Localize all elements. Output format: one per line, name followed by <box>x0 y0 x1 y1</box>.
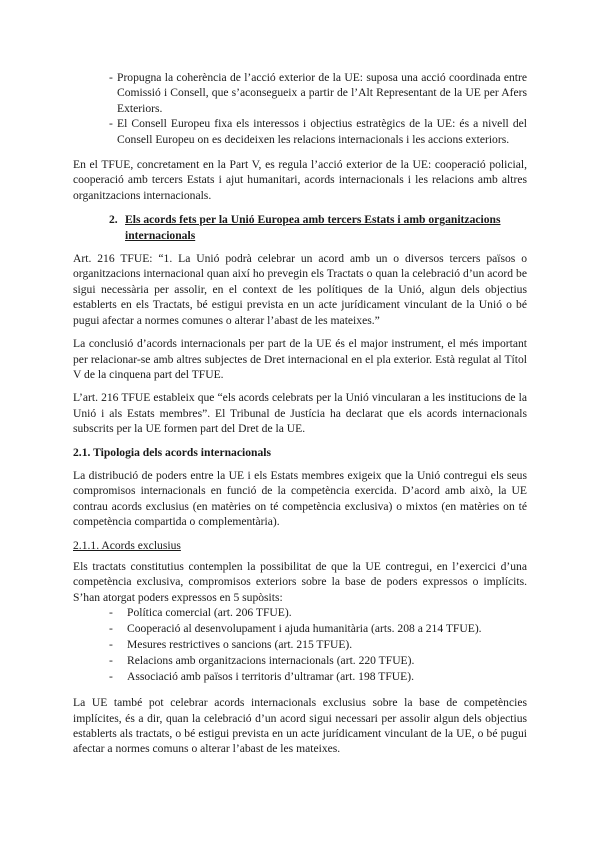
subsection-heading: 2.1. Tipologia dels acords internacionals <box>73 445 271 459</box>
top-bullet-list <box>73 70 527 147</box>
supòsits-list <box>73 605 527 685</box>
list-item: - Propugna la coherència de l’acció exterior de la UE: suposa una acció coordinada entre Comissió i Consell, que s’aconsegueix a partir de l’Alt Representant de la UE per Afers Exteriors. <box>109 71 527 115</box>
dash-bullet-icon: - <box>109 117 113 131</box>
list-item: - Mesures restrictives o sancions (art. 215 TFUE). <box>109 638 353 652</box>
dash-bullet-icon: - <box>109 71 113 84</box>
list-item: - Associació amb països i territoris d’ultramar (art. 198 TFUE). <box>109 670 414 684</box>
dash-bullet-icon: - <box>109 622 113 636</box>
list-item: - El Consell Europeu fixa els interessos i objectius estratègics de la UE: és a nivell del Consell Europeu on es decideixen les relacions internacionals i les accions exteriors. <box>109 117 527 146</box>
document-page <box>73 70 527 757</box>
dash-bullet-icon: - <box>109 638 113 652</box>
dash-bullet-icon: - <box>109 654 113 668</box>
section-number: 2. <box>109 213 118 227</box>
list-item: - Política comercial (art. 206 TFUE). <box>109 606 292 620</box>
paragraph-art216-vincle: L’art. 216 TFUE estableix que “els acords celebrats per la Unió vincularan a les institucions de la Unió i als Estats membres”. El Tribunal de Justícia ha declarat que els acords internacionals subscrits per la UE formen part del Dret de la UE. <box>73 391 527 436</box>
subsubsection-heading: 2.1.1. Acords exclusius <box>73 538 181 552</box>
paragraph-conclusio: La conclusió d’acords internacionals per part de la UE és el major instrument, el més important per relacionar-se amb altres subjectes de Dret internacional en el pla exterior. Està regulat al Títol V de la cinquena part del TFUE. <box>73 337 527 381</box>
dash-bullet-icon: - <box>109 606 113 620</box>
paragraph-tfue: En el TFUE, concretament en la Part V, es regula l’acció exterior de la UE: cooperació policial, cooperació amb tercers Estats i ajut humanitari, acords internacionals i les relacions amb altres organitzacions internacionals. <box>73 158 527 202</box>
paragraph-final: La UE també pot celebrar acords internacionals exclusius sobre la base de competències implícites, és a dir, quan la celebració d’un acord sigui necessari per assolir algun dels objectius establerts als tractats, o bé estigui prevista en un acte jurídicament vinculant de la UE, o bé pugui afectar a normes comuns o alterar l’abast de les mateixes. <box>73 696 527 756</box>
paragraph-distribucio: La distribució de poders entre la UE i els Estats membres exigeix que la Unió contregui els seus compromisos internacionals en funció de la competència exercida. D’acord amb això, la UE contrau acords exclusius (en matèries on té competència exclusiva) o mixtos (en matèries on té competència compartida o complementària). <box>73 468 527 529</box>
paragraph-art216: Art. 216 TFUE: “1. La Unió podrà celebrar un acord amb un o diversos tercers països o organitzacions internacional quan així ho prevegin els Tractats o quan la celebració d’un acord be sigui necessària per assolir, en el context de les polítiques de la Unió, algun dels objectius establerts en els Tractats, bé estigui prevista en un acte jurídicament vinculant de la Unió o bé pugui afectar a normes comunes o alterar l’abast de les mateixes.” <box>73 252 527 327</box>
section-title: Els acords fets per la Unió Europea amb tercers Estats i amb organitzacions internacionals <box>125 213 501 242</box>
list-item: - Relacions amb organitzacions internacionals (art. 220 TFUE). <box>109 654 415 668</box>
list-item: - Cooperació al desenvolupament i ajuda humanitària (arts. 208 a 214 TFUE). <box>109 622 482 636</box>
section-heading-2 <box>73 212 527 243</box>
paragraph-tractats: Els tractats constitutius contemplen la possibilitat de que la UE contregui, en l’exercici d’una competència exclusiva, compromisos exteriors sobre la base de poders expressos o implícits. S’han atorgat poders expressos en 5 supòsits: <box>73 559 527 604</box>
dash-bullet-icon: - <box>109 670 113 684</box>
